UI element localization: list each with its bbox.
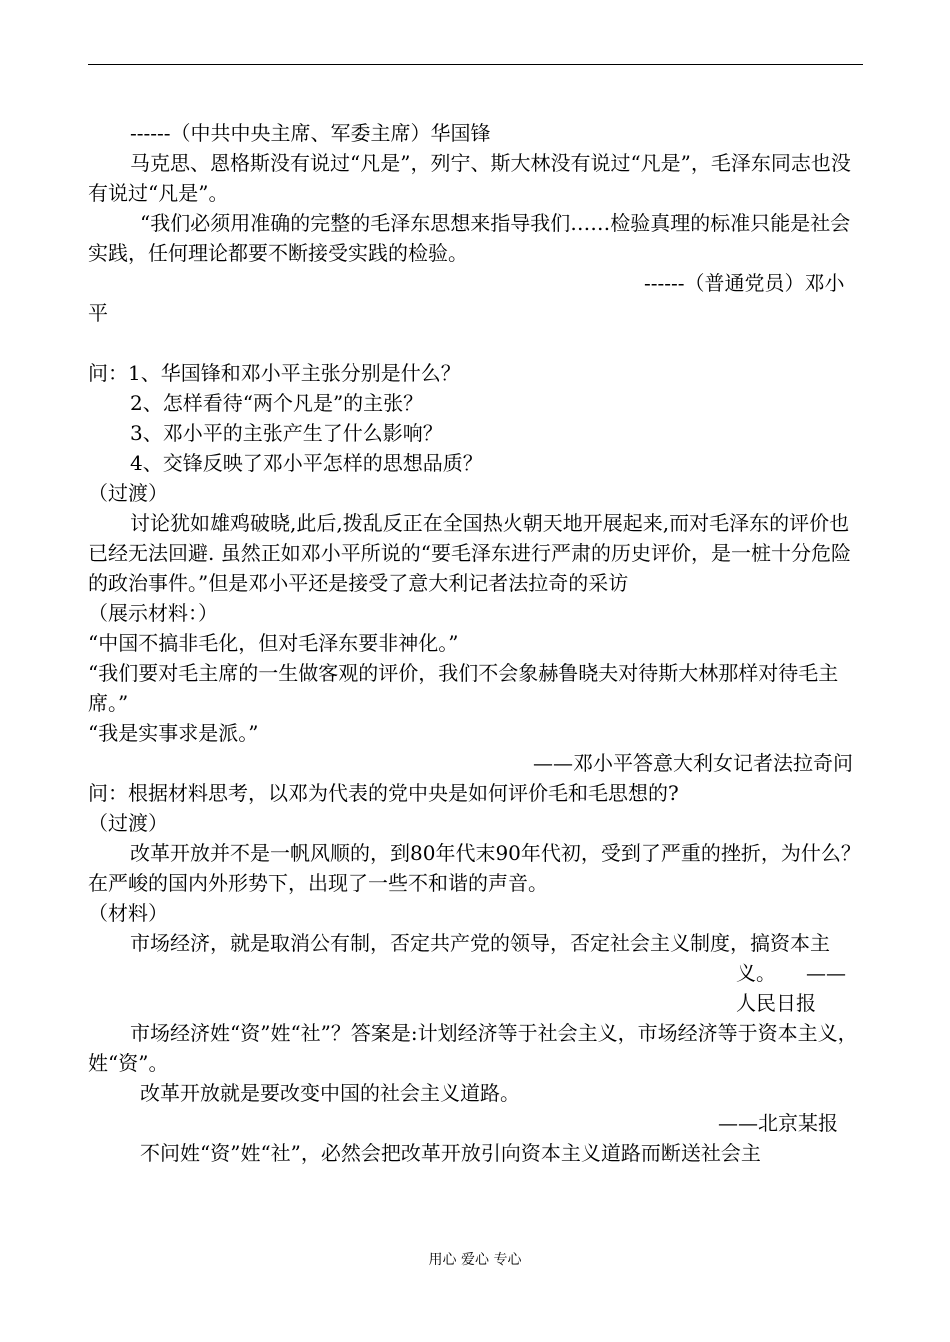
question-2: 2、怎样看待“两个凡是”的主张？: [130, 391, 424, 415]
document-body: [88, 118, 863, 1168]
paragraph-zi-she: 市场经济姓“资”姓“社”？答案是:计划经济等于社会主义，市场经济等于资本主义，姓“资”。: [88, 1021, 858, 1075]
page-footer: 用心 爱心 专心: [428, 1252, 522, 1268]
paragraph-market-b: 义。 ——: [736, 961, 846, 985]
paragraph-discussion: 讨论犹如雄鸡破晓,此后,拨乱反正在全国热火朝天地开展起来,而对毛泽东的评价也已经无法回避. 虽然正如邓小平所说的“要毛泽东进行严肃的历史评价，是一桩十分危险的政治事件。”但是邓小平还是接受了意大利记者法拉奇的采访: [88, 511, 851, 595]
paragraph-reform-road: 改革开放就是要改变中国的社会主义道路。: [140, 1081, 520, 1105]
spacer: [88, 328, 863, 358]
attribution-deng: ------（普通党员）邓小平: [88, 271, 845, 325]
paragraph-final: 不问姓“资”姓“社”，必然会把改革开放引向资本主义道路而断送社会主: [140, 1141, 761, 1165]
question-1: 问：1、华国锋和邓小平主张分别是什么？: [88, 361, 461, 385]
transition-label: （过渡）: [88, 481, 168, 505]
question-3: 3、邓小平的主张产生了什么影响？: [130, 421, 443, 445]
material-quote-3: “我是实事求是派。”: [88, 721, 259, 745]
paragraph-setback: 改革开放并不是一帆风顺的，到80年代末90年代初，受到了严重的挫折，为什么？: [130, 841, 861, 865]
material-source: ——邓小平答意大利女记者法拉奇问: [533, 751, 853, 775]
question-4: 4、交锋反映了邓小平怎样的思想品质？: [130, 451, 483, 475]
source-beijing: ——北京某报: [718, 1111, 838, 1135]
material-quote-2: “我们要对毛主席的一生做客观的评价，我们不会象赫鲁晓夫对待斯大林那样对待毛主席。”: [88, 661, 839, 715]
paragraph-market-a: 市场经济，就是取消公有制，否定共产党的领导，否定社会主义制度，搞资本主: [130, 931, 830, 955]
question-5: 问：根据材料思考，以邓为代表的党中央是如何评价毛和毛思想的?: [88, 781, 679, 805]
header-rule: [88, 64, 863, 65]
material-quote-1: “中国不搞非毛化，但对毛泽东要非神化。”: [88, 631, 459, 655]
transition-label-2: （过渡）: [88, 811, 168, 835]
material-label-2: （材料）: [88, 901, 168, 925]
paragraph-discord: 在严峻的国内外形势下，出现了一些不和谐的声音。: [88, 871, 548, 895]
material-label: （展示材料：）: [88, 601, 218, 625]
quote-deng: “我们必须用准确的完整的毛泽东思想来指导我们……检验真理的标准只能是社会实践，任何理论都要不断接受实践的检验。: [88, 211, 851, 265]
paragraph-fanshi: 马克思、恩格斯没有说过“凡是”，列宁、斯大林没有说过“凡是”，毛泽东同志也没有说过“凡是”。: [88, 151, 851, 205]
source-renmin: 人民日报: [736, 991, 816, 1015]
attribution-hua: ------（中共中央主席、军委主席）华国锋: [130, 121, 491, 145]
